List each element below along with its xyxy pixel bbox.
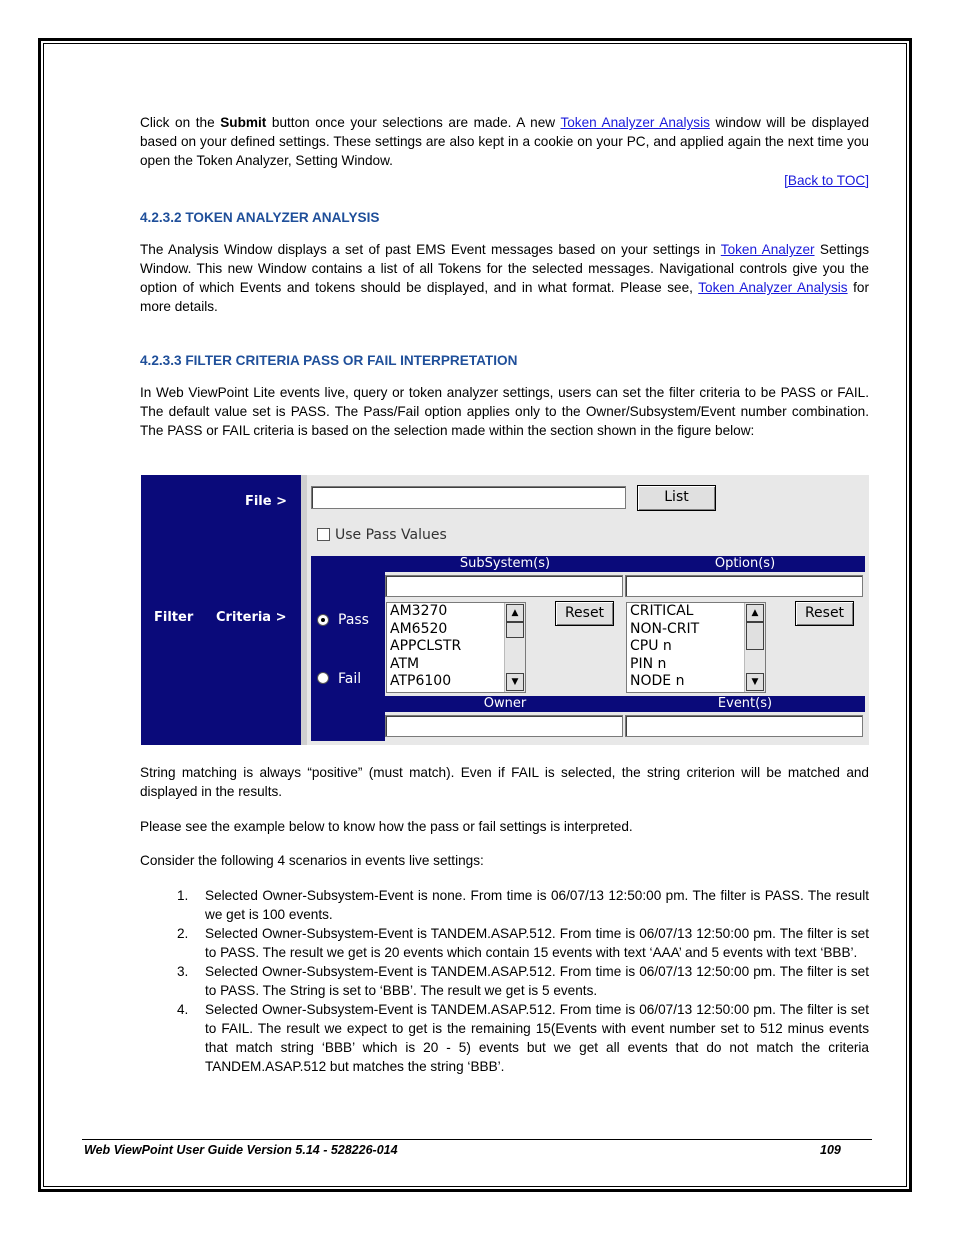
subsystem-list[interactable] xyxy=(386,602,526,693)
figure-label-panel xyxy=(141,475,301,745)
panel-separator xyxy=(301,475,307,745)
page-number: 109 xyxy=(820,1143,841,1157)
pass-fail-panel xyxy=(311,556,385,741)
scenario-list xyxy=(140,886,869,1076)
subsystem-scrollbar[interactable] xyxy=(504,603,525,692)
scroll-thumb[interactable] xyxy=(506,622,524,638)
footer-rule xyxy=(82,1139,872,1140)
filter-label: Filter xyxy=(154,610,194,625)
list-item[interactable]: ATM xyxy=(390,655,420,672)
option-scrollbar[interactable] xyxy=(744,603,765,692)
subsystem-input[interactable] xyxy=(385,575,623,597)
scenario-item xyxy=(140,962,869,1000)
scenario-item xyxy=(140,886,869,924)
intro-section xyxy=(140,113,869,190)
back-to-toc-link[interactable]: [Back to TOC] xyxy=(784,173,869,188)
criteria-label: Criteria > xyxy=(216,610,287,625)
submit-word: Submit xyxy=(220,115,267,130)
scenario-item xyxy=(140,1000,869,1076)
list-item[interactable]: CPU n xyxy=(630,638,672,654)
events-header: Event(s) xyxy=(625,696,865,712)
section-filter-criteria xyxy=(140,351,869,440)
post-figure-section xyxy=(140,763,869,1076)
string-matching-paragraph: String matching is always “positive” (must match). Even if FAIL is selected, the string criterion will be matched and displayed in the results. xyxy=(140,765,869,799)
fail-radio[interactable] xyxy=(317,672,329,684)
token-analyzer-analysis-link[interactable]: Token Analyzer Analysis xyxy=(560,115,710,130)
section1-paragraph xyxy=(140,240,869,316)
options-header: Option(s) xyxy=(625,556,865,572)
scroll-down-icon[interactable]: ▼ xyxy=(506,673,524,691)
scenario-text: Selected Owner-Subsystem-Event is TANDEM.ASAP.512. From time is 06/07/13 12:50:00 pm. The filter is set to FAIL. The result we expect to get is the remaining 15(Events with event number set to 512 minus events that match string ‘BBB’ which is 20 - 5) events but we get all events that do not match the criteria TANDEM.ASAP.512 but matches the string ‘BBB’. xyxy=(205,1002,869,1074)
list-button[interactable]: List xyxy=(637,485,716,511)
section1-text-a: The Analysis Window displays a set of past EMS Event messages based on your settings in xyxy=(140,242,716,257)
option-input[interactable] xyxy=(625,575,863,597)
file-label: File > xyxy=(244,494,287,509)
scenario-number: 2. xyxy=(177,926,189,941)
intro-text-b: button once your selections are made. A new xyxy=(271,115,556,130)
section-heading: 4.2.3.3 FILTER CRITERIA PASS OR FAIL INTERPRETATION xyxy=(140,353,518,368)
intro-paragraph xyxy=(140,113,869,170)
option-list[interactable] xyxy=(626,602,766,693)
list-item[interactable]: AM3270 xyxy=(390,603,448,619)
section-heading: 4.2.3.2 TOKEN ANALYZER ANALYSIS xyxy=(140,210,380,225)
use-pass-values-checkbox[interactable] xyxy=(317,528,330,541)
section1-text-b: Settings Window. This new Window contains a list of all Tokens for the selected messages. Navigational controls give you the option of which Events and tokens should be displayed, and in what format. Please see, xyxy=(140,242,869,295)
subsystems-header: SubSystem(s) xyxy=(385,556,625,572)
scenarios-intro: Consider the following 4 scenarios in events live settings: xyxy=(140,853,484,868)
section-token-analyzer-analysis xyxy=(140,208,869,316)
list-item[interactable]: CRITICAL xyxy=(630,603,694,619)
scenario-text: Selected Owner-Subsystem-Event is TANDEM.ASAP.512. From time is 06/07/13 12:50:00 pm. The filter is set to PASS. The result we get is 20 events which contain 15 events with text ‘AAA’ and 5 events with text ‘BBB’. xyxy=(205,926,869,960)
filter-criteria-paragraph: In Web ViewPoint Lite events live, query or token analyzer settings, users can set the filter criteria to be PASS or FAIL. The default value set is PASS. The Pass/Fail option applies only to the Owner/Subsystem/Event number combination. The PASS or FAIL criteria is based on the selection made within the section shown in the figure below: xyxy=(140,385,869,438)
use-pass-values-label: Use Pass Values xyxy=(335,527,447,543)
reset-subsystem-button[interactable]: Reset xyxy=(555,601,614,626)
scenario-text: Selected Owner-Subsystem-Event is none. From time is 06/07/13 12:50:00 pm. The filter is PASS. The result we get is 100 events. xyxy=(205,888,869,922)
list-item[interactable]: NODE n xyxy=(630,673,685,689)
scenario-text: Selected Owner-Subsystem-Event is TANDEM.ASAP.512. From time is 06/07/13 12:50:00 pm. The filter is set to PASS. The String is set to ‘BBB’. The result we get is 5 events. xyxy=(205,964,869,998)
scroll-up-icon[interactable]: ▲ xyxy=(506,604,524,622)
scenario-number: 3. xyxy=(177,964,189,979)
filter-criteria-figure xyxy=(141,475,869,745)
scroll-thumb[interactable] xyxy=(746,622,764,650)
pass-label: Pass xyxy=(338,612,369,628)
token-analyzer-analysis-link-2[interactable]: Token Analyzer Analysis xyxy=(698,280,848,295)
reset-option-button[interactable]: Reset xyxy=(795,601,854,626)
intro-text-a: Click on the xyxy=(140,115,215,130)
example-paragraph: Please see the example below to know how the pass or fail settings is interpreted. xyxy=(140,819,633,834)
list-item[interactable]: ATP6100 xyxy=(390,673,452,689)
intro-text-c: window will be displayed based on your defined settings. These settings are also kept in a cookie on your PC, and applied again the next time you open the Token Analyzer, Setting Window. xyxy=(140,115,870,168)
owner-header: Owner xyxy=(385,696,625,712)
scenario-item xyxy=(140,924,869,962)
scroll-down-icon[interactable]: ▼ xyxy=(746,673,764,691)
back-to-toc-row xyxy=(140,171,869,190)
scroll-up-icon[interactable]: ▲ xyxy=(746,604,764,622)
pass-radio[interactable] xyxy=(317,614,329,626)
owner-input[interactable] xyxy=(385,715,623,737)
fail-label: Fail xyxy=(338,671,362,687)
footer-title: Web ViewPoint User Guide Version 5.14 - 528226-014 xyxy=(84,1143,398,1157)
token-analyzer-link[interactable]: Token Analyzer xyxy=(720,242,815,257)
section1-text-c: for more details. xyxy=(140,280,870,314)
scenario-number: 1. xyxy=(177,888,189,903)
list-item[interactable]: NON-CRIT xyxy=(630,620,700,637)
scenario-number: 4. xyxy=(177,1002,189,1017)
list-item[interactable]: APPCLSTR xyxy=(390,638,462,654)
list-item[interactable]: AM6520 xyxy=(390,620,448,637)
file-input[interactable] xyxy=(311,486,626,509)
events-input[interactable] xyxy=(625,715,863,737)
list-item[interactable]: PIN n xyxy=(630,655,667,672)
